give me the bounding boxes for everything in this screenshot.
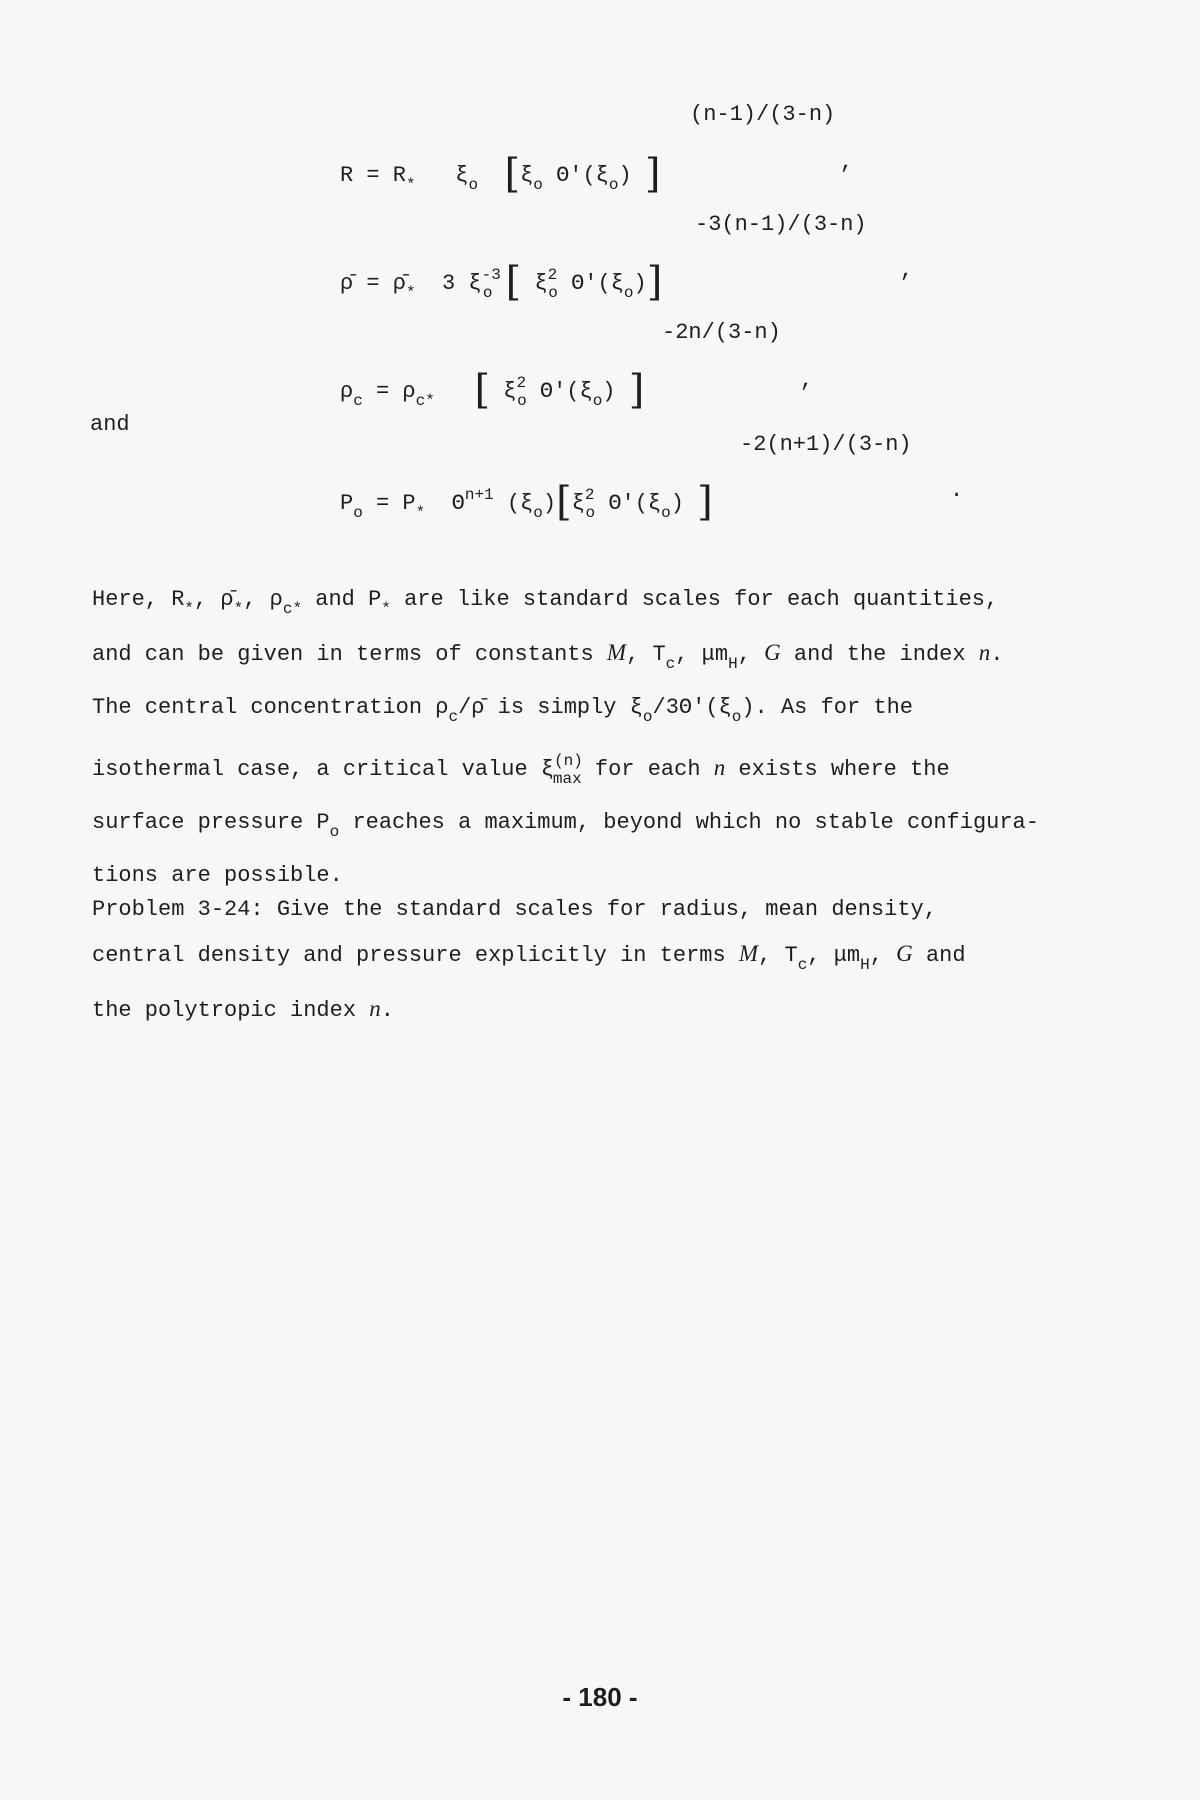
- paragraph-line: The central concentration $\rho_c/\rhō$ is simply $\xi_o/3\Theta'(\xi_o)$. As for the: [92, 695, 913, 726]
- punctuation: .: [950, 478, 964, 503]
- page-number: - 180 -: [562, 1682, 638, 1712]
- punctuation: ,: [800, 368, 814, 393]
- problem-paragraph: [92, 888, 1112, 1033]
- exponent: (n-1)/(3-n): [690, 102, 836, 127]
- equation-radius: (n-1)/(3-n) $R = R_*$ $\xi_o$ [$\xi_o$ $\Theta'(\xi_o)$ ] ,: [340, 102, 854, 197]
- body-paragraph: [92, 578, 1112, 898]
- exponent: -2n/(3-n): [662, 320, 781, 345]
- punctuation: ,: [900, 258, 914, 283]
- paragraph-line: isothermal case, a critical value $\xi^{(n)}_{max}$ for each n exists where the: [92, 752, 950, 788]
- paragraph-line: and can be given in terms of constants M, $T_c$, $\mu m_H$, G and the index n.: [92, 640, 1004, 673]
- exponent: -3(n-1)/(3-n): [695, 212, 867, 237]
- equation-central-density: -2n/(3-n) $\rho_c = \rho_{c*}$ [ $\xi^2_o$ $\Theta'(\xi_o)$ ] ,: [340, 320, 814, 413]
- problem-line: the polytropic index n.: [92, 996, 394, 1023]
- problem-line: Problem 3-24: Give the standard scales for radius, mean density,: [92, 897, 937, 922]
- paragraph-line: Here, $R_*$, $\rhō_*$, $\rho_{c*}$ and $P_*$ are like standard scales for each quantities,: [92, 587, 999, 618]
- punctuation: ,: [840, 150, 854, 175]
- equation-pressure: -2(n+1)/(3-n) $P_o = P_*$ $\Theta^{n+1}$ $(\xi_o)[\xi^2_o$ $\Theta'(\xi_o)$ ] .: [340, 432, 964, 525]
- problem-line: central density and pressure explicitly in terms M, $T_c$, $\mu m_H$, G and: [92, 941, 966, 974]
- exponent: -2(n+1)/(3-n): [740, 432, 912, 457]
- and-label: and: [90, 412, 130, 437]
- paragraph-line: surface pressure $P_o$ reaches a maximum, beyond which no stable configura-: [92, 810, 1039, 841]
- equation-mean-density: -3(n-1)/(3-n) ρ̄ = $\rhō_*$ 3 $\xi^{-3}_o$ [ $\xi^2_o$ $\Theta'(\xi_o)$] ,: [340, 212, 914, 305]
- paragraph-line: tions are possible.: [92, 863, 343, 888]
